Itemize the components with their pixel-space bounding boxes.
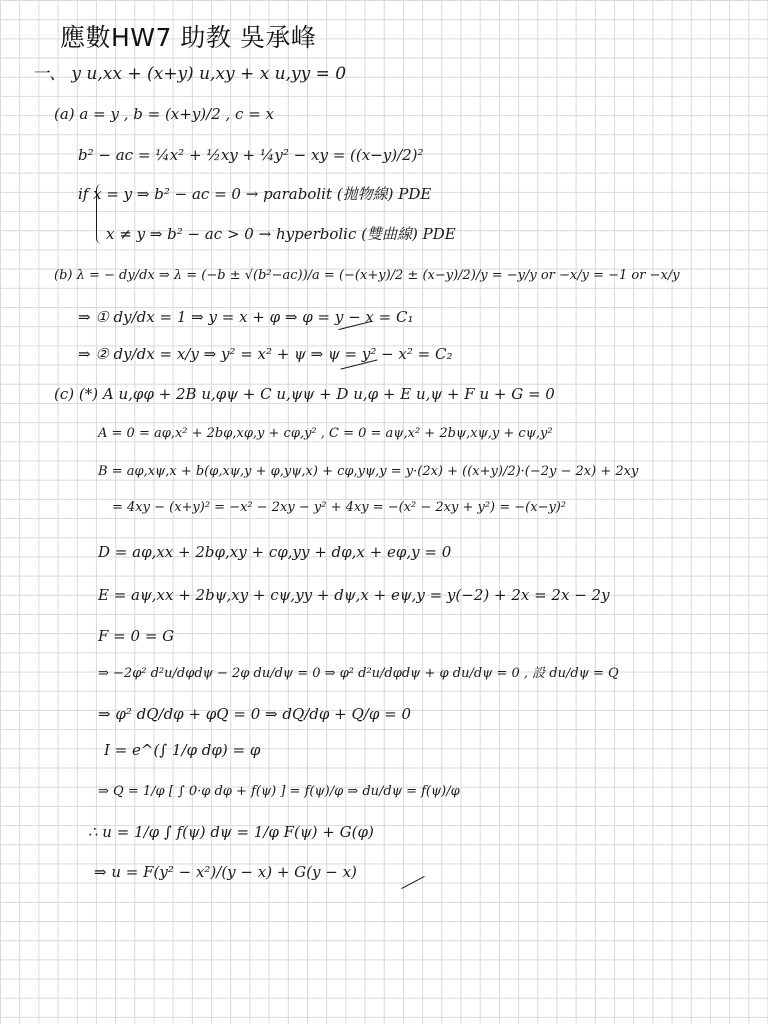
coefficient-B-simplified: = 4xy − (x+y)² = −x² − 2xy − y² + 4xy = −(x² − 2xy + y²) = −(x−y)² (112, 500, 567, 515)
coefficient-D: D = aφ,xx + 2bφ,xy + cφ,yy + dφ,x + eφ,y = 0 (98, 543, 452, 561)
case-hyperbolic: x ≠ y ⇒ b² − ac > 0 → hyperbolic (雙曲線) PDE (106, 225, 456, 243)
part-c-canonical-form: (c) (*) A u,φφ + 2B u,φψ + C u,ψψ + D u,φ + E u,ψ + F u + G = 0 (54, 385, 555, 403)
derivation-step-4: ∴ u = 1/φ ∫ f(ψ) dψ = 1/φ F(ψ) + G(φ) (88, 823, 374, 841)
characteristic-1: ⇒ ① dy/dx = 1 ⇒ y = x + φ ⇒ φ = y − x = C₁ (78, 308, 414, 326)
underline-stroke (401, 876, 424, 889)
derivation-step-3: ⇒ Q = 1/φ [ ∫ 0·φ dφ + f(ψ) ] = f(ψ)/φ ⇒ du/dψ = f(ψ)/φ (98, 784, 460, 799)
derivation-step-1: ⇒ −2φ² d²u/dφdψ − 2φ du/dψ = 0 ⇒ φ² d²u/dφdψ + φ du/dψ = 0 , 設 du/dψ = Q (98, 666, 619, 681)
part-a-coefficients: (a) a = y , b = (x+y)/2 , c = x (54, 105, 275, 123)
coefficients-A-C: A = 0 = aφ,x² + 2bφ,xφ,y + cφ,y² , C = 0 = aψ,x² + 2bψ,xψ,y + cψ,y² (98, 426, 553, 441)
case-parabolic: if x = y ⇒ b² − ac = 0 → parabolit (拋物線) PDE (78, 185, 432, 203)
coefficient-F: F = 0 = G (98, 627, 175, 645)
derivation-step-2: ⇒ φ² dQ/dφ + φQ = 0 ⇒ dQ/dφ + Q/φ = 0 (98, 705, 412, 723)
page-title: 應數HW7 助教 吳承峰 (60, 23, 317, 52)
integrating-factor: I = e^(∫ 1/φ dφ) = φ (104, 741, 261, 759)
coefficient-E: E = aψ,xx + 2bψ,xy + cψ,yy + dψ,x + eψ,y = y(−2) + 2x = 2x − 2y (98, 586, 610, 604)
final-result: ⇒ u = F(y² − x²)/(y − x) + G(y − x) (94, 863, 357, 881)
coefficient-B: B = aφ,xψ,x + b(φ,xψ,y + φ,yψ,x) + cφ,yψ,y = y·(2x) + ((x+y)/2)·(−2y − 2x) + 2xy (98, 464, 639, 479)
characteristic-2: ⇒ ② dy/dx = x/y ⇒ y² = x² + ψ ⇒ ψ = y² − x² = C₂ (78, 345, 453, 363)
part-a-discriminant: b² − ac = ¼x² + ½xy + ¼y² − xy = ((x−y)/2)² (78, 146, 424, 164)
problem-header: 一、 y u,xx + (x+y) u,xy + x u,yy = 0 (32, 64, 347, 84)
part-b-lambda: (b) λ = − dy/dx ⇒ λ = (−b ± √(b²−ac))/a = (−(x+y)/2 ± (x−y)/2)/y = −y/y or −x/y = −1 or −x/y (54, 268, 680, 283)
